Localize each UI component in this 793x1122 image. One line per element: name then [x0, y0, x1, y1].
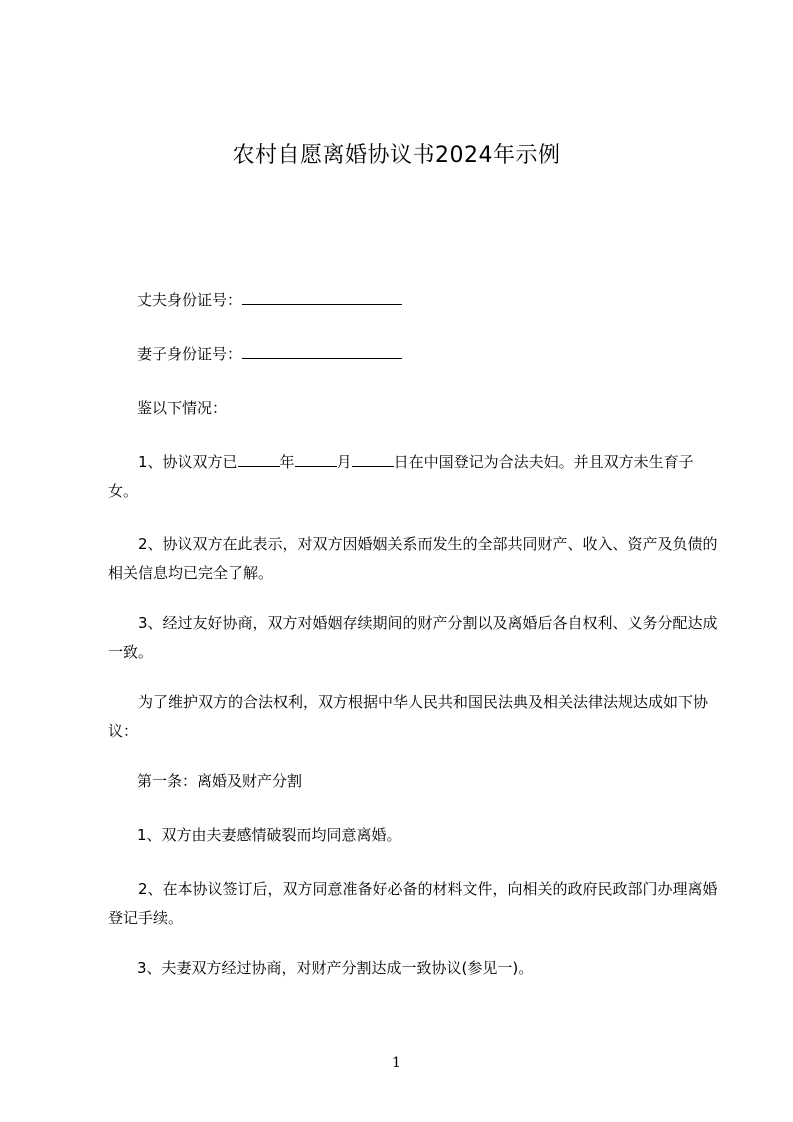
- document-title: 农村自愿离婚协议书2024年示例: [232, 143, 561, 168]
- clause-3: 3、经过友好协商，双方对婚姻存续期间的财产分割以及离婚后各自权利、义务分配达成一致。: [108, 614, 718, 661]
- clause-1-end: 日在中国登记为合法夫妇。并且双方未生育子女。: [108, 453, 694, 500]
- wife-id-blank[interactable]: [242, 344, 402, 359]
- husband-id-blank[interactable]: [242, 290, 402, 305]
- year-blank[interactable]: [238, 452, 280, 467]
- clause-1-start: 1、协议双方已: [138, 453, 238, 471]
- article-1-item-2: 2、在本协议签订后，双方同意准备好必备的材料文件，向相关的政府民政部门办理离婚登记手续。: [108, 880, 718, 927]
- article-1-item-1: 1、双方由夫妻感情破裂而均同意离婚。: [137, 826, 402, 844]
- day-blank[interactable]: [352, 452, 394, 467]
- article-1-item-3: 3、夫妻双方经过协商，对财产分割达成一致协议(参见一)。: [137, 959, 534, 977]
- intro-text: 鉴以下情况：: [137, 399, 228, 417]
- wife-id-line: [137, 340, 717, 369]
- article-1-title: 第一条：离婚及财产分割: [137, 772, 303, 790]
- page-number: 1: [392, 1055, 401, 1071]
- husband-id-line: [137, 286, 717, 315]
- wife-id-label: 妻子身份证号：: [137, 345, 243, 363]
- husband-id-label: 丈夫身份证号：: [137, 291, 243, 309]
- clause-1-month: 月: [336, 453, 352, 471]
- clause-1-year: 年: [279, 453, 295, 471]
- purpose-text: 为了维护双方的合法权利，双方根据中华人民共和国民法典及相关法律法规达成如下协议：: [108, 693, 709, 740]
- month-blank[interactable]: [295, 452, 337, 467]
- clause-2: 2、协议双方在此表示，对双方因婚姻关系而发生的全部共同财产、收入、资产及负债的相关信息均已完全了解。: [108, 535, 718, 582]
- clause-1: [108, 448, 718, 506]
